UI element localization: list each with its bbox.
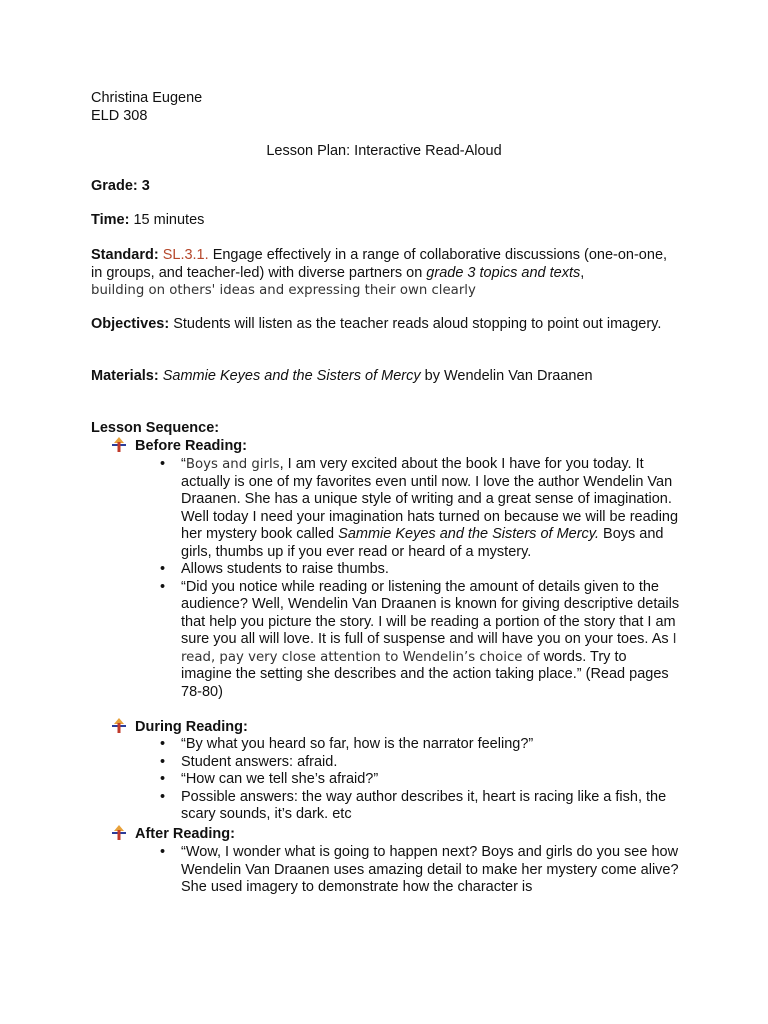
item-text: Possible answers: the way author describes it, heart is racing like a fish, the scary sounds, it’s dark. etc	[181, 788, 667, 822]
list-item	[160, 789, 680, 824]
standard-paragraph	[91, 247, 681, 300]
grade-label: Grade:	[91, 178, 138, 194]
quote-open: “	[181, 456, 186, 472]
before-reading-list	[160, 456, 680, 701]
standard-code: SL.3.1.	[162, 247, 209, 263]
time-line	[91, 212, 681, 230]
list-item	[160, 561, 680, 579]
arrow-bullet-icon	[112, 718, 126, 734]
materials-book-title: Sammie Keyes and the Sisters of Mercy	[162, 368, 421, 384]
after-reading-list	[160, 844, 680, 897]
list-item	[160, 844, 680, 897]
item-text-tail: Boys and girls, thumbs up if you ever read or heard of a mystery.	[181, 526, 664, 560]
bullet-dot: •	[160, 578, 166, 595]
item-text: “By what you heard so far, how is the narrator feeling?”	[181, 736, 534, 752]
lesson-sequence-label: Lesson Sequence:	[91, 420, 220, 436]
during-reading-list	[160, 736, 680, 824]
before-reading-label: Before Reading:	[135, 438, 247, 454]
objectives-paragraph	[91, 316, 681, 334]
after-reading-heading	[112, 825, 235, 844]
item-text-tail: words. Try to imagine the setting she describes and the action taking place.” (Read pages 78-80)	[181, 648, 669, 700]
list-item	[160, 754, 680, 772]
lesson-sequence-heading	[91, 420, 681, 438]
item-text: Student answers: afraid.	[181, 753, 338, 770]
during-reading-label: During Reading:	[135, 719, 248, 735]
standard-label: Standard:	[91, 247, 159, 263]
after-reading-label: After Reading:	[135, 826, 235, 842]
bullet-dot: •	[160, 844, 166, 860]
item-text: “Wow, I wonder what is going to happen next? Boys and girls do you see how Wendelin Van Draanen uses amazing detail to make her mystery come alive? She used imagery to demonstrate how the character is	[181, 844, 679, 895]
bullet-dot: •	[160, 736, 166, 752]
list-item	[160, 456, 680, 561]
item-text-soft: Boys and girls	[185, 457, 280, 472]
item-book-title: Sammie Keyes and the Sisters of Mercy.	[338, 526, 599, 542]
during-reading-heading	[112, 718, 248, 737]
standard-comma: ,	[580, 264, 585, 281]
list-item	[160, 579, 680, 702]
time-label: Time:	[91, 212, 130, 228]
standard-text: Engage effectively in a range of collaborative discussions (one-on-one, in groups, and teacher-led) with diverse partners on	[91, 247, 668, 281]
bullet-dot: •	[160, 753, 166, 770]
time-value: 15 minutes	[133, 212, 205, 228]
page-title: Lesson Plan: Interactive Read-Aloud	[266, 143, 502, 159]
bullet-dot: •	[160, 771, 166, 787]
bullet-dot: •	[160, 456, 166, 472]
bullet-dot: •	[160, 788, 166, 805]
author-name: Christina Eugene	[91, 90, 203, 106]
item-text: Allows students to raise thumbs.	[181, 561, 389, 577]
arrow-bullet-icon	[112, 825, 126, 841]
materials-author: by Wendelin Van Draanen	[424, 368, 593, 384]
standard-text-tail: building on others' ideas and expressing their own clearly	[91, 283, 476, 298]
bullet-dot: •	[160, 561, 166, 577]
before-reading-heading	[112, 437, 247, 456]
grade-line	[91, 178, 681, 196]
arrow-bullet-icon	[112, 437, 126, 453]
item-text: , I am very excited about the book I have for you today. It actually is one of my favorites even until now. I love the author Wendelin Van Draanen. She has a unique style of writing and a great sense of imagination. Well today I need your imagination hats turned on because we will be reading her mystery book called	[181, 456, 679, 542]
item-text: “How can we tell she’s afraid?”	[181, 771, 379, 787]
grade-value: 3	[141, 178, 150, 194]
item-text: “Did you notice while reading or listening the amount of details given to the audience? Well, Wendelin Van Draanen is known for giving descriptive details that help you picture the story. I will be reading a portion of the story that I am sure you all will love. It is full of suspense and will have you on your toes. As	[181, 578, 680, 647]
list-item	[160, 736, 680, 754]
item-text-soft: I read, pay very close attention to Wendelin’s choice of	[181, 632, 677, 665]
materials-label: Materials:	[91, 368, 159, 384]
objectives-label: Objectives:	[91, 316, 170, 332]
course-code: ELD 308	[91, 108, 148, 124]
objectives-text: Students will listen as the teacher reads aloud stopping to point out imagery.	[173, 316, 662, 332]
materials-line	[91, 368, 681, 386]
list-item	[160, 771, 680, 789]
standard-emphasis: grade 3 topics and texts	[426, 264, 581, 281]
